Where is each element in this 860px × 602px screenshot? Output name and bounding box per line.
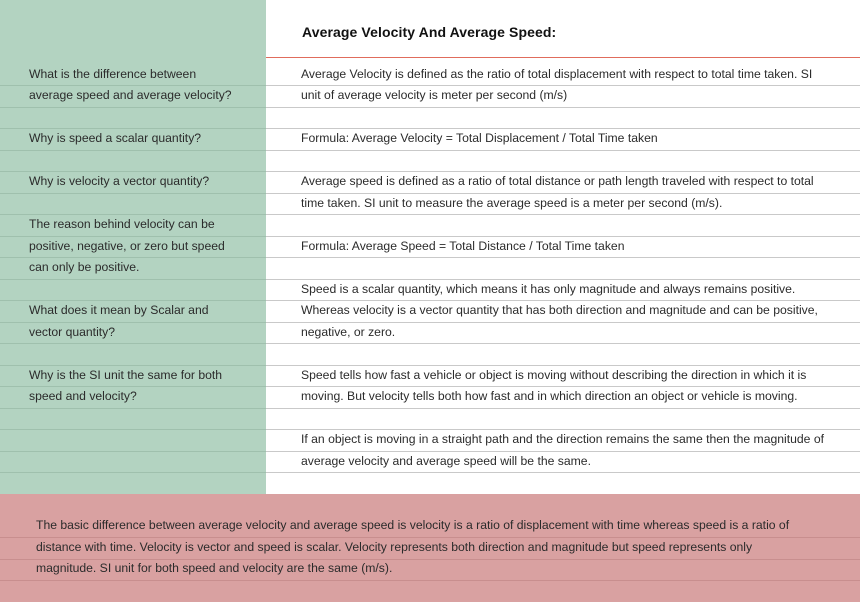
answer-text: Speed tells how fast a vehicle or object is moving without describing the direction in which it is: [301, 368, 807, 382]
answer-text: Average Velocity is defined as the ratio of total displacement with respect to total time taken. SI: [301, 67, 813, 81]
summary-text: distance with time. Velocity is vector and speed is scalar. Velocity represents both direction and magnitude but speed represents only: [36, 539, 753, 554]
footer-ruled-line: [0, 580, 860, 581]
answer-text: Whereas velocity is a vector quantity that has both direction and magnitude and can be positive,: [301, 303, 818, 317]
sidebar-ruled-line: [0, 408, 266, 409]
sidebar-ruled-line: [0, 451, 266, 452]
answer-text: If an object is moving in a straight path and the direction remains the same then the magnitude of: [301, 432, 825, 446]
question-text: speed and velocity?: [29, 389, 137, 403]
answer-text: time taken. SI unit to measure the average speed is a meter per second (m/s).: [301, 196, 723, 210]
summary-text: The basic difference between average velocity and average speed is velocity is a ratio of displacement with time whereas speed is a ratio of: [36, 518, 790, 532]
sidebar-ruled-line: [0, 429, 266, 430]
answer-text: average velocity and average speed will be the same.: [301, 454, 591, 468]
question-text: Why is velocity a vector quantity?: [29, 174, 210, 188]
question-text: What is the difference between: [29, 67, 197, 81]
question-text: Why is the SI unit the same for both: [29, 368, 223, 382]
answer-text: unit of average velocity is meter per second (m/s): [301, 88, 568, 102]
sidebar-ruled-line: [0, 193, 266, 194]
answer-text: moving. But velocity tells both how fast and in which direction an object or vehicle is moving.: [301, 389, 798, 403]
question-text: positive, negative, or zero but speed: [29, 239, 225, 253]
question-text: What does it mean by Scalar and: [29, 303, 209, 317]
answer-text: Formula: Average Velocity = Total Displacement / Total Time taken: [301, 131, 658, 145]
question-text: can only be positive.: [29, 260, 140, 274]
answer-text: Formula: Average Speed = Total Distance / Total Time taken: [301, 239, 625, 253]
sidebar-ruled-line: [0, 472, 266, 473]
sidebar-ruled-line: [0, 279, 266, 280]
question-text: The reason behind velocity can be: [29, 217, 215, 231]
question-text: vector quantity?: [29, 325, 116, 339]
answer-text: Average speed is defined as a ratio of total distance or path length traveled with respect to total: [301, 174, 814, 188]
question-text: Why is speed a scalar quantity?: [29, 131, 202, 145]
page-title: Average Velocity And Average Speed:: [302, 24, 557, 40]
summary-text: magnitude. SI unit for both speed and velocity are the same (m/s).: [36, 561, 393, 575]
sidebar-ruled-line: [0, 150, 266, 151]
question-text: average speed and average velocity?: [29, 88, 232, 102]
answer-text: Speed is a scalar quantity, which means it has only magnitude and always remains positive.: [301, 282, 796, 296]
sidebar-ruled-line: [0, 107, 266, 108]
answer-text: negative, or zero.: [301, 325, 396, 339]
